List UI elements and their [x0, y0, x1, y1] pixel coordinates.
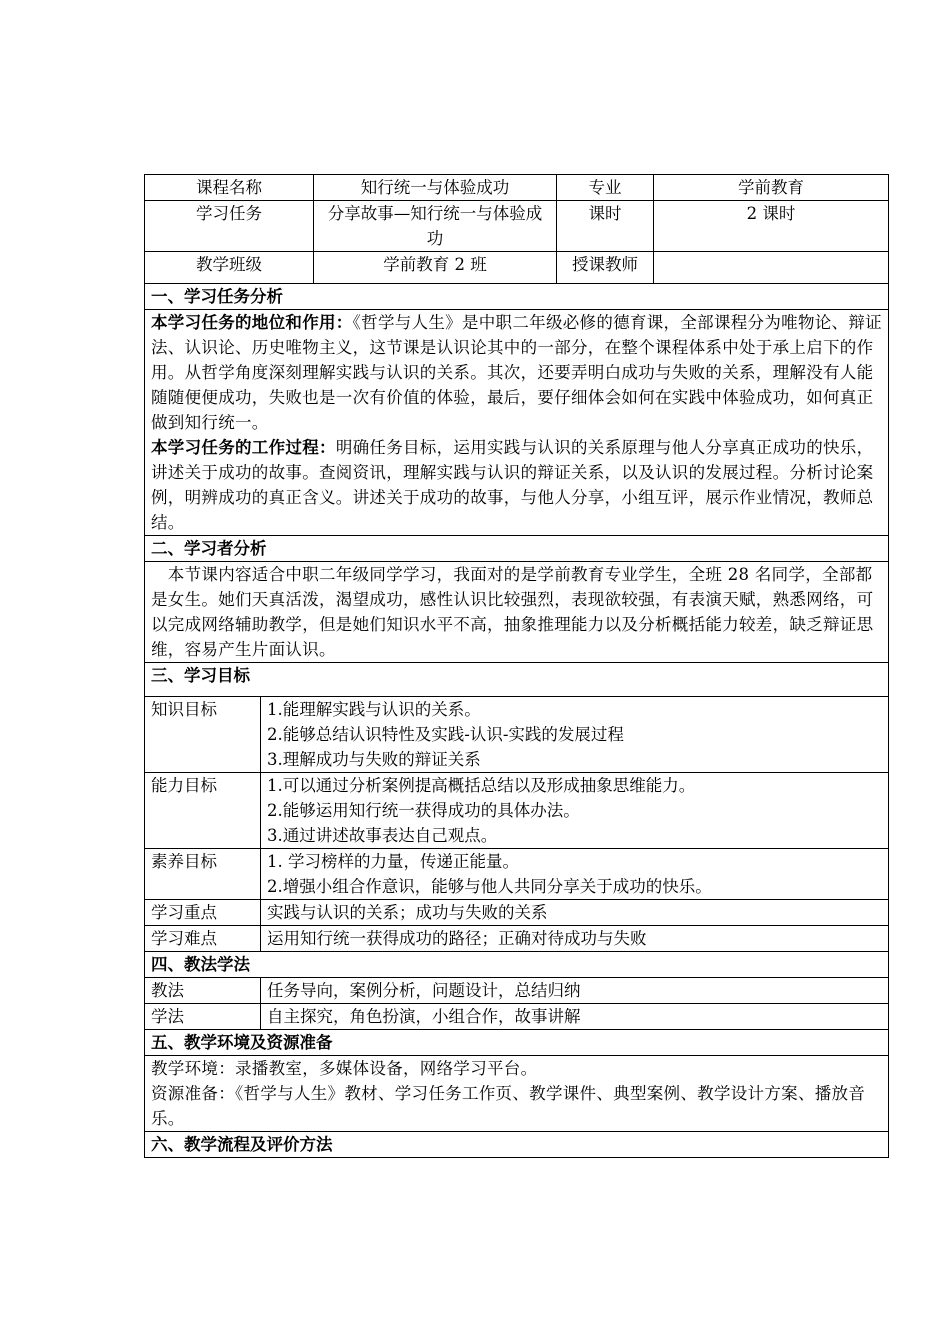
section-heading-row — [145, 663, 889, 697]
resources-text: 资源准备：《哲学与人生》教材、学习任务工作页、教学课件、典型案例、教学设计方案、播放音乐。 — [151, 1084, 866, 1128]
ability-goal-label: 能力目标 — [145, 773, 261, 849]
section-heading-row — [145, 1132, 889, 1158]
section3-title: 三、学习目标 — [145, 663, 889, 697]
header-row-task — [145, 201, 889, 252]
goal-row-quality — [145, 849, 889, 900]
position-role-text: 《哲学与人生》是中职二年级必修的德育课，全部课程分为唯物论、辩证法、认识论、历史唯物主义，这节课是认识论其中的一部分，在整个课程体系中处于承上启下的作用。从哲学角度深刻理解实践与认识的关系。其次，还要弄明白成功与失败的关系，理解没有人能随随便便成功，失败也是一次有价值的体验，最后，要仔细体会如何在实践中体验成功，如何真正做到知行统一。 — [151, 313, 882, 432]
teaching-method-label: 教法 — [145, 978, 261, 1004]
header-row-class — [145, 252, 889, 284]
hours-label: 课时 — [557, 201, 654, 252]
teaching-method-row — [145, 978, 889, 1004]
section5-body-row — [145, 1056, 889, 1132]
teacher-value — [654, 252, 889, 284]
environment-text: 教学环境：录播教室，多媒体设备，网络学习平台。 — [151, 1059, 538, 1078]
lesson-plan-table — [144, 174, 889, 1158]
major-label: 专业 — [557, 175, 654, 201]
knowledge-goal-list — [261, 697, 889, 773]
knowledge-goal-item: 2.能够总结认识特性及实践-认识-实践的发展过程 — [267, 725, 624, 744]
section2-body-row — [145, 562, 889, 663]
difficulty-row — [145, 926, 889, 952]
section4-title: 四、教法学法 — [145, 952, 889, 978]
major-value: 学前教育 — [654, 175, 889, 201]
course-name-label: 课程名称 — [145, 175, 314, 201]
hours-value: 2 课时 — [654, 201, 889, 252]
header-row-course — [145, 175, 889, 201]
section1-title: 一、学习任务分析 — [145, 284, 889, 310]
key-point-row — [145, 900, 889, 926]
section5-body — [145, 1056, 889, 1132]
section2-title: 二、学习者分析 — [145, 536, 889, 562]
key-point-value: 实践与认识的关系；成功与失败的关系 — [261, 900, 889, 926]
section1-body — [145, 310, 889, 536]
knowledge-goal-item: 3.理解成功与失败的辩证关系 — [267, 750, 481, 769]
section-heading-row — [145, 952, 889, 978]
ability-goal-item: 3.通过讲述故事表达自己观点。 — [267, 826, 498, 845]
work-process-text: 明确任务目标，运用实践与认识的关系原理与他人分享真正成功的快乐，讲述关于成功的故事。查阅资讯，理解实践与认识的辩证关系，以及认识的发展过程。分析讨论案例，明辨成功的真正含义。讲述关于成功的故事，与他人分享，小组互评，展示作业情况，教师总结。 — [151, 438, 874, 532]
position-role-heading: 本学习任务的地位和作用： — [151, 313, 353, 332]
knowledge-goal-label: 知识目标 — [145, 697, 261, 773]
section-heading-row — [145, 536, 889, 562]
quality-goal-list — [261, 849, 889, 900]
learning-method-row — [145, 1004, 889, 1030]
section-heading-row — [145, 284, 889, 310]
goal-row-knowledge — [145, 697, 889, 773]
class-label: 教学班级 — [145, 252, 314, 284]
work-process-heading: 本学习任务的工作过程： — [151, 438, 336, 457]
knowledge-goal-item: 1.能理解实践与认识的关系。 — [267, 700, 481, 719]
difficulty-label: 学习难点 — [145, 926, 261, 952]
teacher-label: 授课教师 — [557, 252, 654, 284]
quality-goal-item: 2.增强小组合作意识，能够与他人共同分享关于成功的快乐。 — [267, 877, 712, 896]
difficulty-value: 运用知行统一获得成功的路径；正确对待成功与失败 — [261, 926, 889, 952]
teaching-method-value: 任务导向，案例分析，问题设计，总结归纳 — [261, 978, 889, 1004]
goal-row-ability — [145, 773, 889, 849]
key-point-label: 学习重点 — [145, 900, 261, 926]
ability-goal-item: 2.能够运用知行统一获得成功的具体办法。 — [267, 801, 580, 820]
ability-goal-item: 1.可以通过分析案例提高概括总结以及形成抽象思维能力。 — [267, 776, 696, 795]
section5-title: 五、教学环境及资源准备 — [145, 1030, 889, 1056]
task-label: 学习任务 — [145, 201, 314, 252]
section1-body-row — [145, 310, 889, 536]
course-name-value: 知行统一与体验成功 — [314, 175, 557, 201]
learner-analysis-text: 本节课内容适合中职二年级同学学习，我面对的是学前教育专业学生，全班 28 名同学，全部都是女生。她们天真活泼，渴望成功，感性认识比较强烈，表现欲较强，有表演天赋，熟悉网络，可以完成网络辅助教学，但是她们知识水平不高，抽象推理能力以及分析概括能力较差，缺乏辩证思维，容易产生片面认识。 — [145, 562, 889, 663]
quality-goal-label: 素养目标 — [145, 849, 261, 900]
section6-title: 六、教学流程及评价方法 — [145, 1132, 889, 1158]
learning-method-label: 学法 — [145, 1004, 261, 1030]
section-heading-row — [145, 1030, 889, 1056]
class-value: 学前教育 2 班 — [314, 252, 557, 284]
quality-goal-item: 1. 学习榜样的力量，传递正能量。 — [267, 852, 519, 871]
task-value: 分享故事—知行统一与体验成功 — [314, 201, 557, 252]
ability-goal-list — [261, 773, 889, 849]
learning-method-value: 自主探究，角色扮演，小组合作，故事讲解 — [261, 1004, 889, 1030]
